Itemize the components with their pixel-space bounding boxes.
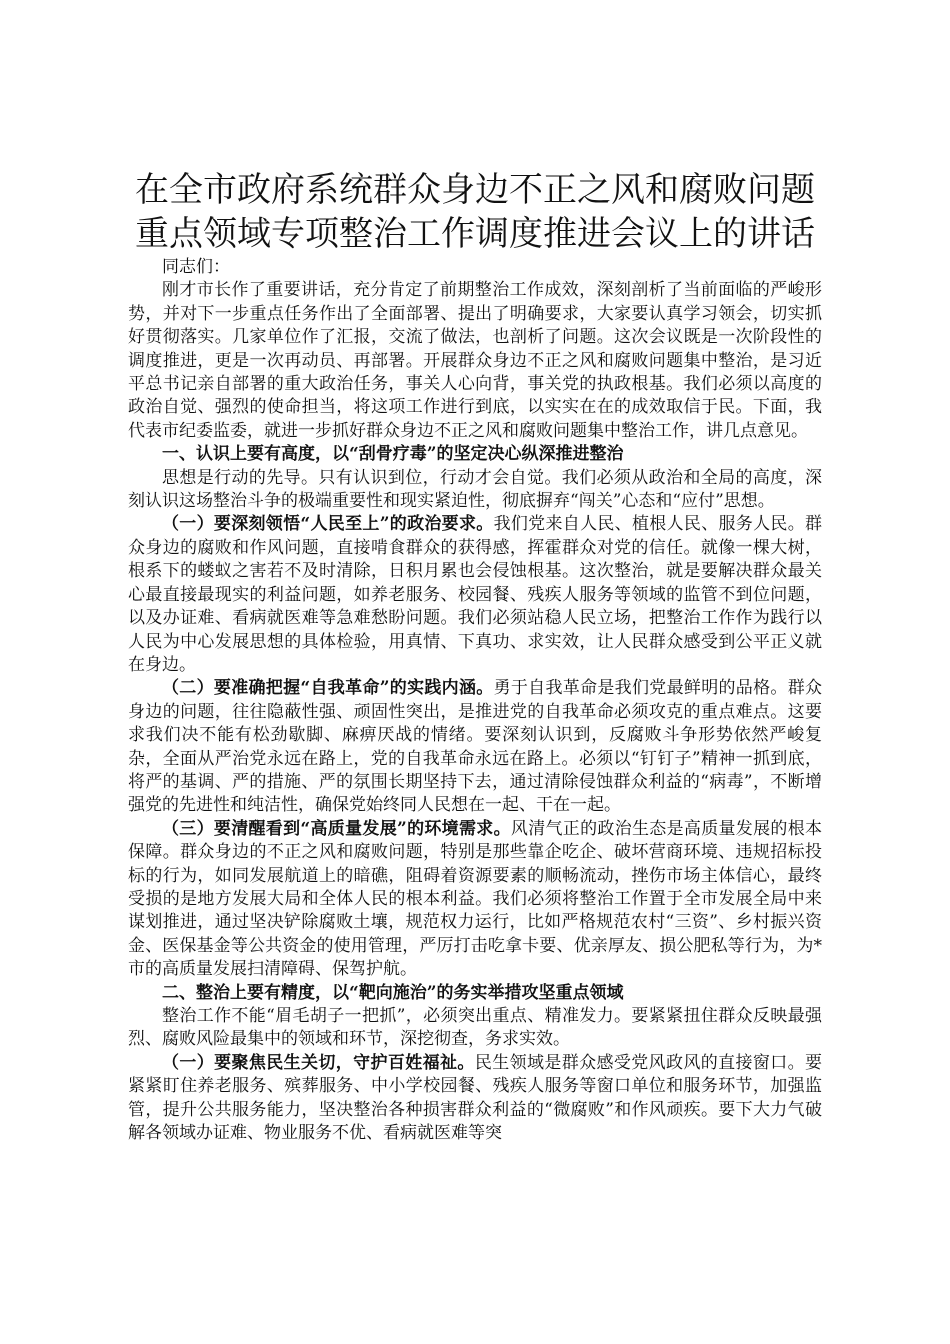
section-1-item-1-body: 我们党来自人民、植根人民、服务人民。群众身边的腐败和作风问题，直接啃食群众的获得感，挥霍群众对党的信任。就像一棵大树，根系下的蝼蚁之害若不及时清除，日积月累也会侵蚀根基。这次整治，就是要解决群众最关心最直接最现实的利益问题，如养老服务、校园餐、残疾人服务等领域的监管不到位问题，以及办证难、看病就医难等急难愁盼问题。我们必须站稳人民立场，把整治工作作为践行以人民为中心发展思想的具体检验，用真情、下真功、求实效，让人民群众感受到公平正义就在身边。 <box>128 514 822 675</box>
section-1-item-3-lead: （三）要清醒看到“高质量发展”的环境需求。 <box>162 818 511 839</box>
section-2-heading: 二、整治上要有精度，以“靶向施治”的务实举措攻坚重点领域 <box>162 982 624 1003</box>
section-2-intro: 整治工作不能“眉毛胡子一把抓”，必须突出重点、精准发力。要紧紧扭住群众反映最强烈、腐败风险最集中的领域和环节，深挖彻查，务求实效。 <box>128 1006 822 1050</box>
section-1-item-3 <box>128 818 822 982</box>
section-2-item-1-body: 民生领域是群众感受党风政风的直接窗口。要紧紧盯住养老服务、殡葬服务、中小学校园餐、残疾人服务等窗口单位和服务环节，加强监管，提升公共服务能力，坚决整治各种损害群众利益的“微腐败”和作风顽疾。要下大力气破解各领域办证难、物业服务不优、看病就医难等突 <box>128 1052 823 1144</box>
document-page <box>128 168 822 1145</box>
title-line-2: 重点领域专项整治工作调度推进会议上的讲话 <box>135 214 815 254</box>
salutation: 同志们： <box>162 257 230 277</box>
section-1-heading: 一、认识上要有高度，以“刮骨疗毒”的坚定决心纵深推进整治 <box>162 444 624 465</box>
section-1-item-2-lead: （二）要准确把握“自我革命”的实践内涵。 <box>162 678 494 699</box>
section-1-item-2 <box>128 677 822 817</box>
document-title <box>128 168 822 256</box>
section-1-item-1 <box>128 513 822 677</box>
section-2-item-1-lead: （一）要聚焦民生关切，守护百姓福祉。 <box>162 1052 475 1073</box>
title-line-1: 在全市政府系统群众身边不正之风和腐败问题 <box>135 170 815 210</box>
section-2-item-1 <box>128 1052 822 1146</box>
section-1-item-2-body: 勇于自我革命是我们党最鲜明的品格。群众身边的问题，往往隐蔽性强、顽固性突出，是推进党的自我革命必须攻克的重点难点。这要求我们决不能有松劲歇脚、麻痹厌战的情绪。要深刻认识到，反腐败斗争形势依然严峻复杂，全面从严治党永远在路上，党的自我革命永远在路上。必须以“钉钉子”精神一抓到底，将严的基调、严的措施、严的氛围长期坚持下去，通过清除侵蚀群众利益的“病毒”，不断增强党的先进性和纯洁性，确保党始终同人民想在一起、干在一起。 <box>128 678 822 816</box>
section-1-item-3-body: 风清气正的政治生态是高质量发展的根本保障。群众身边的不正之风和腐败问题，特别是那些靠企吃企、破坏营商环境、违规招标投标的行为，如同发展航道上的暗礁，阻碍着资源要素的顺畅流动，挫伤市场主体信心，最终受损的是地方发展大局和全体人民的根本利益。我们必须将整治工作置于全市发展全局中来谋划推进，通过坚决铲除腐败土壤，规范权力运行，比如严格规范农村“三资”、乡村振兴资金、医保基金等公共资金的使用管理，严厉打击吃拿卡要、优亲厚友、损公肥私等行为，为*市的高质量发展扫清障碍、保驾护航。 <box>128 818 823 980</box>
section-1-intro: 思想是行动的先导。只有认识到位，行动才会自觉。我们必须从政治和全局的高度，深刻认识这场整治斗争的极端重要性和现实紧迫性，彻底摒弃“闯关”心态和“应付”思想。 <box>128 467 822 512</box>
intro-paragraph: 刚才市长作了重要讲话，充分肯定了前期整治工作成效，深刻剖析了当前面临的严峻形势，并对下一步重点任务作出了全面部署、提出了明确要求，大家要认真学习领会，切实抓好贯彻落实。几家单位作了汇报，交流了做法，也剖析了问题。这次会议既是一次阶段性的调度推进，更是一次再动员、再部署。开展群众身边不正之风和腐败问题集中整治，是习近平总书记亲自部署的重大政治任务，事关人心向背，事关党的执政根基。我们必须以高度的政治自觉、强烈的使命担当，将这项工作进行到底，以实实在在的成效取信于民。下面，我代表市纪委监委，就进一步抓好群众身边不正之风和腐败问题集中整治工作，讲几点意见。 <box>128 280 822 441</box>
section-1-item-1-lead: （一）要深刻领悟“人民至上”的政治要求。 <box>162 514 494 535</box>
